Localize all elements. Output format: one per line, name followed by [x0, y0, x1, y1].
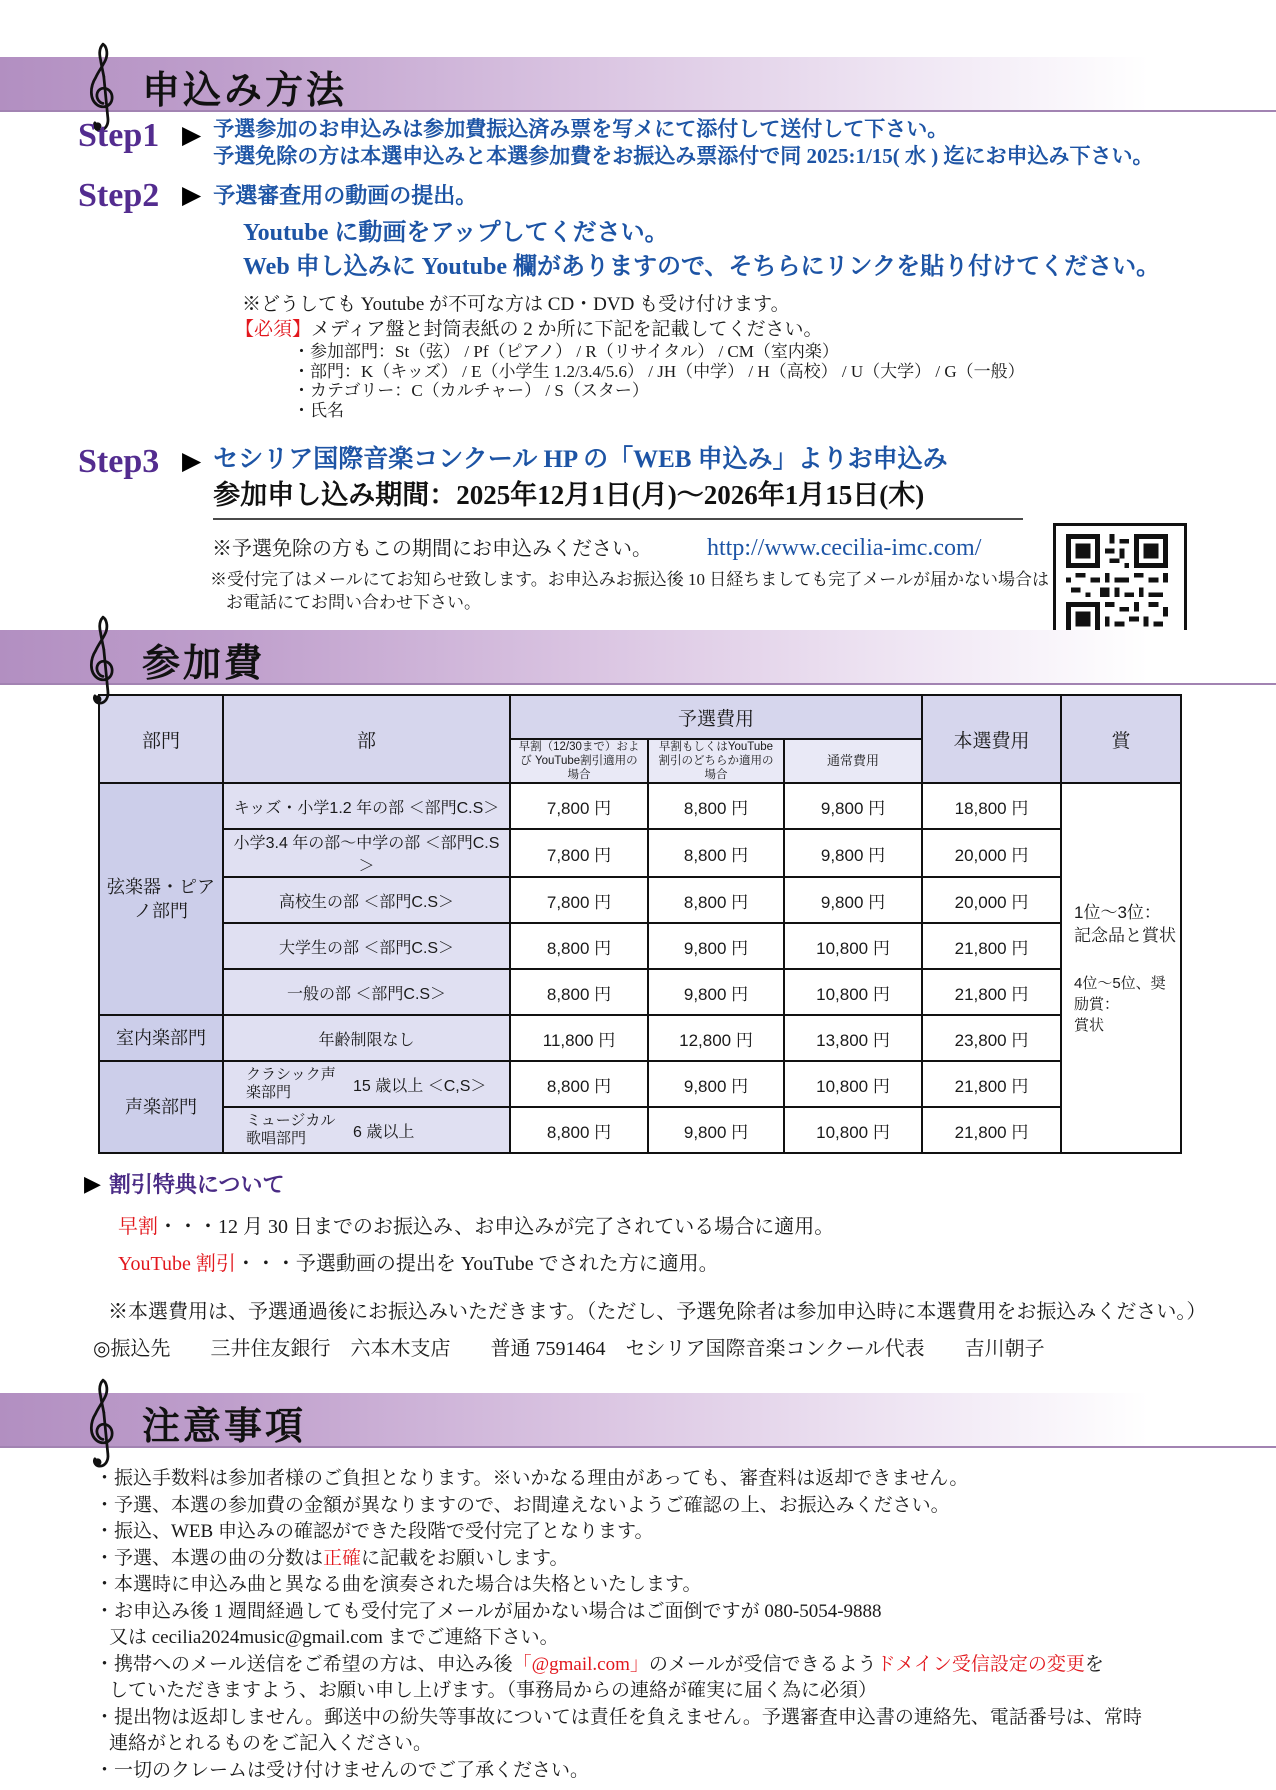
fee-cell: 20,000 円: [922, 877, 1061, 923]
completion-note-line2: お電話にてお問い合わせ下さい。: [226, 593, 481, 612]
fee-cell: 12,800 円: [648, 1015, 784, 1061]
step2-line3: Web 申し込みに Youtube 欄がありますので、そちらにリンクを貼り付けてください。: [243, 254, 1161, 280]
discount-section: [0, 1168, 1276, 1361]
section-name: ミュージカル歌唱部門: [246, 1112, 336, 1147]
section-title: 参加費: [142, 643, 266, 685]
required-line: [235, 317, 1276, 342]
fee-cell: 21,800 円: [922, 1107, 1061, 1153]
required-text: メディア盤と封筒表紙の 2 か所に下記を記載してください。: [311, 319, 823, 340]
col-header-division: 部門: [99, 695, 223, 783]
fee-cell: 21,800 円: [922, 923, 1061, 969]
col-header-final: 本選費用: [922, 695, 1061, 783]
col-header-section: 部: [223, 695, 510, 783]
section-cell: [223, 1107, 510, 1153]
discount-heading: 割引特典について: [108, 1172, 285, 1197]
step1-line1: 予選参加のお申込みは参加費振込済み票を写メにて添付して送付して下さい。: [213, 117, 949, 141]
caution-item: ・提出物は返却しません。郵送中の紛失等事故については責任を負えません。予選審査申込書の連絡先、電話番号は、常時: [95, 1706, 1142, 1728]
fee-table: [98, 694, 1182, 1154]
fee-cell: 8,800 円: [648, 783, 784, 829]
youtube-alt-note: ※どうしても Youtube が不可な方は CD・DVD も受け付けます。: [242, 294, 790, 315]
caution-item: ・一切のクレームは受け付けませんのでご了承ください。: [95, 1759, 590, 1781]
required-items: [293, 342, 1276, 420]
fee-cell: 9,800 円: [784, 877, 922, 923]
fee-cell: 10,800 円: [784, 1061, 922, 1107]
fee-cell: 9,800 円: [648, 923, 784, 969]
step-arrow-icon: ▶: [182, 182, 202, 209]
treble-clef-icon: [84, 614, 122, 708]
fee-cell: 13,800 円: [784, 1015, 922, 1061]
exempt-note: ※予選免除の方もこの期間にお申込みください。: [212, 538, 652, 560]
required-tag: 【必須】: [235, 319, 312, 340]
fee-cell: 8,800 円: [648, 877, 784, 923]
arrow-icon: ▶: [84, 1170, 101, 1196]
table-row: [99, 1015, 1181, 1061]
section-cell: 高校生の部 ＜部門C.S＞: [223, 877, 510, 923]
step3-label: Step3: [78, 443, 160, 480]
fee-cell: 8,800 円: [510, 1061, 648, 1107]
completion-note-line1: ※受付完了はメールにてお知らせ致します。お申込みお振込後 10 日経ちましても完了メールが届かない場合は: [210, 570, 1049, 589]
section-name: クラシック声楽部門: [246, 1066, 336, 1101]
fee-cell: 9,800 円: [784, 783, 922, 829]
section-cell: 小学3.4 年の部～中学の部 ＜部門C.S＞: [223, 829, 510, 877]
treble-clef-icon: [84, 1377, 122, 1471]
bank-transfer-info: ◎振込先 三井住友銀行 六本木支店 普通 7591464 セシリア国際音楽コンクール代表 吉川朝子: [93, 1338, 1045, 1360]
fee-cell: 23,800 円: [922, 1015, 1061, 1061]
cautions-list: [95, 1466, 1276, 1784]
table-row: [99, 969, 1181, 1015]
application-steps: [0, 112, 1276, 614]
application-period: 参加申し込み期間：2025年12月1日(月)～2026年1月15日(木): [213, 480, 925, 510]
caution-item-continuation: していただきますよう、お願い申し上げます。（事務局からの連絡が確実に届く為に必須）: [109, 1680, 877, 1701]
section-cell: [223, 1061, 510, 1107]
section-age: 15 歳以上 ＜C,S＞: [353, 1077, 487, 1095]
table-row: [99, 877, 1181, 923]
step3-line1: セシリア国際音楽コンクール HP の「WEB 申込み」よりお申込み: [213, 446, 948, 473]
table-row: [99, 783, 1181, 829]
prize-cell: [1061, 783, 1181, 1153]
required-item: ・部門：K（キッズ） / E（小学生 1.2/3.4/5.6） / JH（中学） / H（高校） / U（大学） / G（一般）: [293, 361, 1025, 381]
step-arrow-icon: ▶: [182, 122, 202, 149]
fee-cell: 9,800 円: [648, 1107, 784, 1153]
early-discount-line: 早割・・・12 月 30 日までのお振込み、お申込みが完了されている場合に適用。: [118, 1216, 835, 1238]
section-title: 注意事項: [142, 1406, 307, 1448]
step2-line2: Youtube に動画をアップしてください。: [243, 220, 669, 246]
final-fee-note: ※本選費用は、予選通過後にお振込みいただきます。（ただし、予選免除者は参加申込時に本選費用をお振込みください。）: [108, 1301, 1207, 1323]
fee-cell: 10,800 円: [784, 1107, 922, 1153]
fee-cell: 21,800 円: [922, 1061, 1061, 1107]
fee-cell: 8,800 円: [648, 829, 784, 877]
step2-line1: 予選審査用の動画の提出。: [213, 183, 478, 208]
caution-item: ・本選時に申込み曲と異なる曲を演奏された場合は失格といたします。: [95, 1574, 702, 1595]
fee-cell: 21,800 円: [922, 969, 1061, 1015]
section-cell: キッズ・小学1.2 年の部 ＜部門C.S＞: [223, 783, 510, 829]
table-row: [99, 1061, 1181, 1107]
fee-cell: 11,800 円: [510, 1015, 648, 1061]
step1-row: [78, 116, 1276, 170]
fee-cell: 9,800 円: [784, 829, 922, 877]
fee-cell: 7,800 円: [510, 783, 648, 829]
division-cell: 弦楽器・ピアノ部門: [99, 783, 223, 1015]
fee-cell: 8,800 円: [510, 1107, 648, 1153]
section-age: 6 歳以上: [353, 1123, 415, 1141]
fee-cell: 10,800 円: [784, 969, 922, 1015]
required-item: ・参加部門：St（弦） / Pf（ピアノ） / R（リサイタル） / CM（室内楽）: [293, 342, 839, 361]
prize-rank1: 1位～3位： 記念品と賞状: [1074, 902, 1176, 945]
fee-cell: 7,800 円: [510, 877, 648, 923]
caution-item: ・予選、本選の曲の分数は正確に記載をお願いします。: [95, 1547, 569, 1569]
step3-row: [78, 442, 1276, 520]
table-row: [99, 923, 1181, 969]
section-cell: 一般の部 ＜部門C.S＞: [223, 969, 510, 1015]
fee-cell: 8,800 円: [510, 969, 648, 1015]
qr-code-pattern: [1064, 534, 1170, 636]
fee-cell: 10,800 円: [784, 923, 922, 969]
fees-banner: [0, 630, 1276, 685]
col-subheader-early-youtube: 早割（12/30まで）および YouTube割引適用の場合: [510, 739, 648, 783]
division-cell: 室内楽部門: [99, 1015, 223, 1061]
caution-item: ・携帯へのメール送信をご希望の方は、申込み後「@gmail.com」のメールが受信できるようドメイン受信設定の変更を: [95, 1653, 1104, 1675]
section-title: 申込み方法: [142, 70, 348, 112]
fee-cell: 7,800 円: [510, 829, 648, 877]
caution-item-continuation: 連絡がとれるものをご記入ください。: [109, 1733, 433, 1754]
division-cell: 声楽部門: [99, 1061, 223, 1153]
caution-item: ・振込手数料は参加者様のご負担となります。※いかなる理由があっても、審査料は返却できません。: [95, 1468, 969, 1489]
fee-cell: 18,800 円: [922, 783, 1061, 829]
required-item: ・氏名: [293, 400, 344, 420]
col-subheader-normal: 通常費用: [784, 739, 922, 783]
fee-cell: 20,000 円: [922, 829, 1061, 877]
fee-cell: 8,800 円: [510, 923, 648, 969]
underline-rule: [213, 518, 1023, 520]
step2-label: Step2: [78, 177, 160, 214]
fee-cell: 9,800 円: [648, 969, 784, 1015]
col-header-prize: 賞: [1061, 695, 1181, 783]
table-row: [99, 829, 1181, 877]
step1-line2: 予選免除の方は本選申込みと本選参加費をお振込み票添付で同 2025:1/15( 水 ) 迄にお申込み下さい。: [213, 144, 1154, 168]
step-arrow-icon: ▶: [182, 448, 202, 475]
section-cell: 年齢制限なし: [223, 1015, 510, 1061]
caution-item: ・振込、WEB 申込みの確認ができた段階で受付完了となります。: [95, 1521, 654, 1542]
cautions-banner: [0, 1393, 1276, 1448]
step2-row: [78, 176, 1276, 216]
fee-cell: 9,800 円: [648, 1061, 784, 1107]
required-item: ・カテゴリー：C（カルチャー） / S（スター）: [293, 381, 649, 400]
col-subheader-either: 早割もしくはYouTube 割引のどちらか適用の場合: [648, 739, 784, 783]
website-url[interactable]: http://www.cecilia-imc.com/: [707, 535, 982, 561]
step1-label: Step1: [78, 117, 160, 154]
section-cell: 大学生の部 ＜部門C.S＞: [223, 923, 510, 969]
col-header-preliminary: 予選費用: [510, 695, 922, 739]
caution-item-continuation: 又は cecilia2024music@gmail.com までご連絡下さい。: [109, 1627, 559, 1648]
caution-item: ・予選、本選の参加費の金額が異なりますので、お間違えないようご確認の上、お振込みください。: [95, 1494, 950, 1516]
prize-rank2: 4位～5位、奨励賞： 賞状: [1074, 974, 1166, 1034]
table-row: [99, 1107, 1181, 1153]
application-method-banner: [0, 57, 1276, 112]
youtube-discount-line: YouTube 割引・・・予選動画の提出を YouTube でされた方に適用。: [118, 1253, 719, 1275]
caution-item: ・お申込み後 1 週間経過しても受付完了メールが届かない場合はご面倒ですが 080-5054-9888: [95, 1600, 882, 1622]
